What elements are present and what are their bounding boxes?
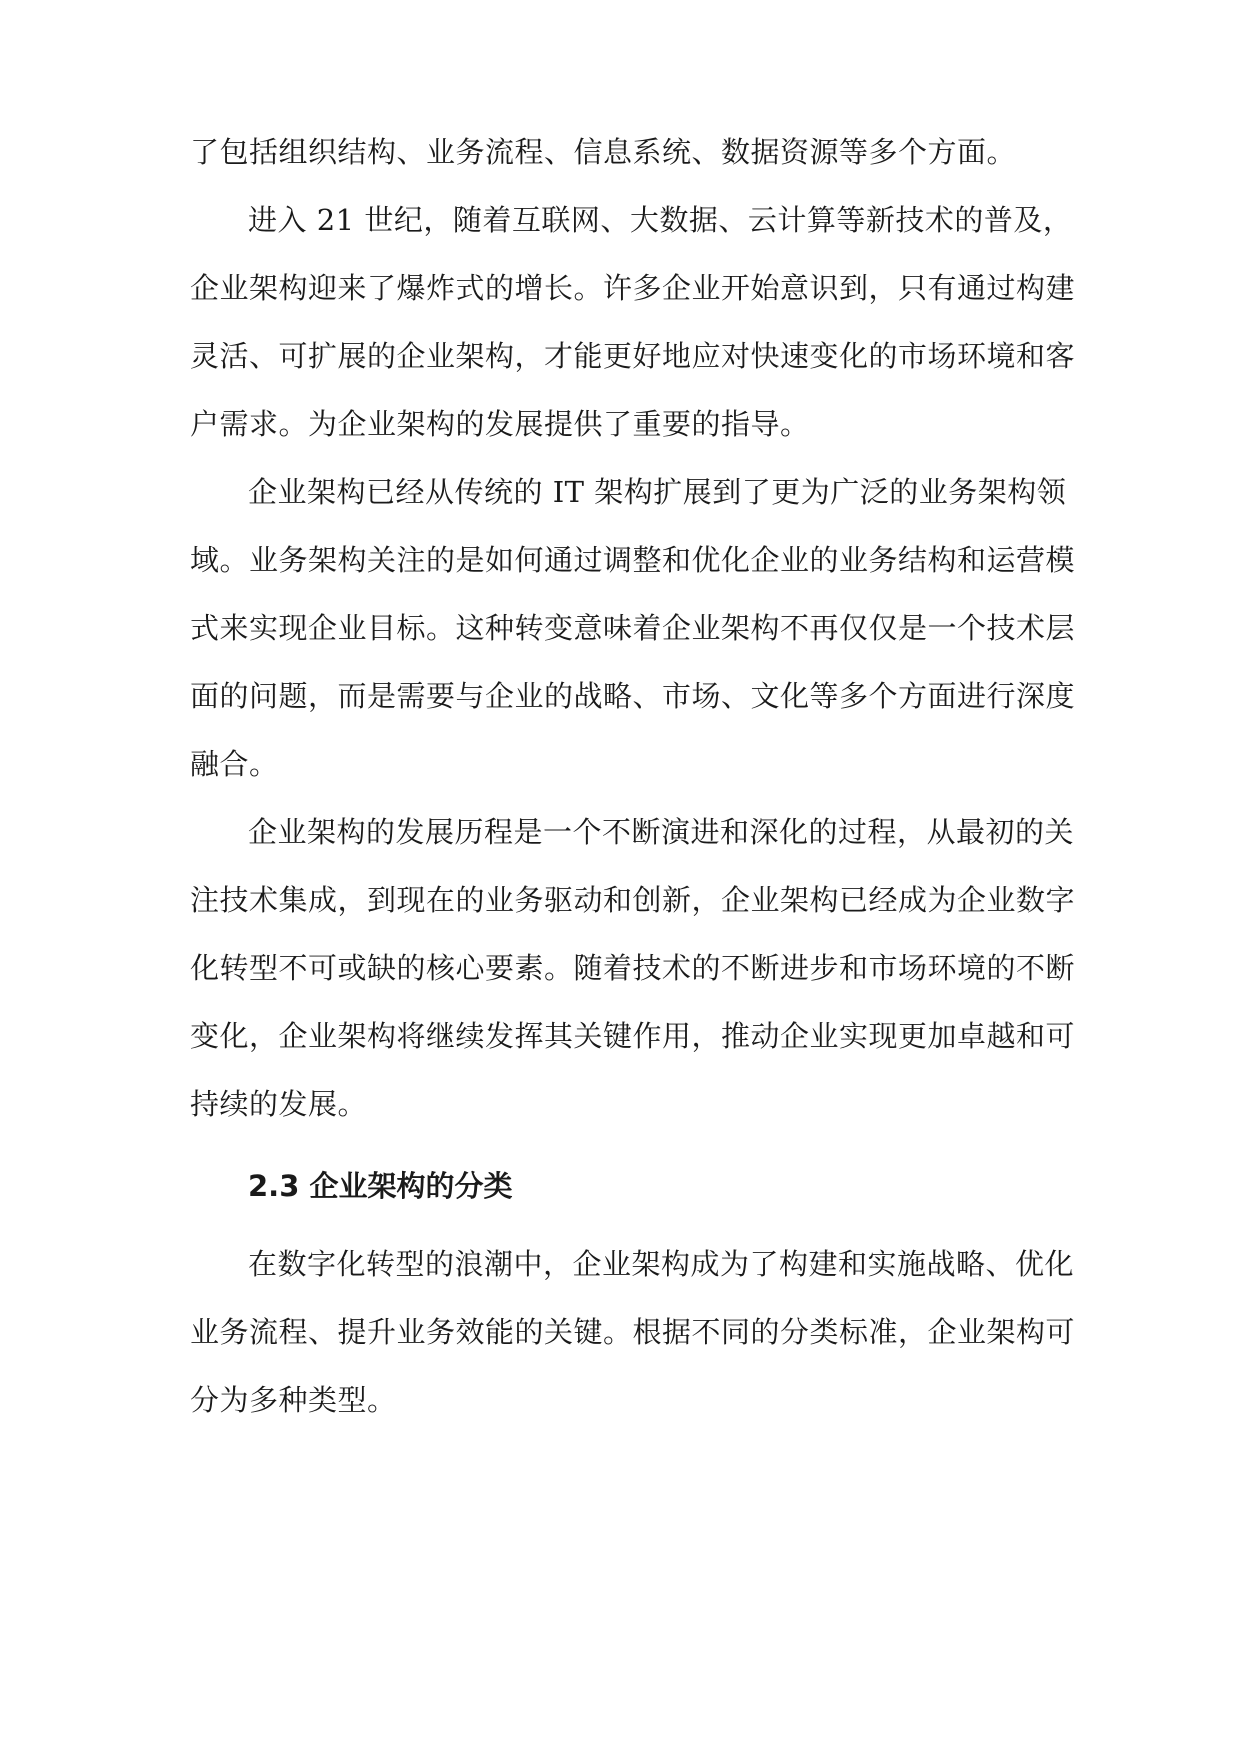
text-line: 融合。 xyxy=(190,747,279,781)
text-line: 化转型不可或缺的核心要素。随着技术的不断进步和市场环境的不断 xyxy=(190,951,1076,985)
text-line: 分为多种类型。 xyxy=(190,1383,397,1417)
text-line: 企业架构迎来了爆炸式的增长。许多企业开始意识到，只有通过构建 xyxy=(190,271,1076,305)
text-line: 进入 21 世纪，随着互联网、大数据、云计算等新技术的普及， xyxy=(248,203,1073,237)
text-line: 户需求。为企业架构的发展提供了重要的指导。 xyxy=(190,407,810,441)
text-line: 在数字化转型的浪潮中，企业架构成为了构建和实施战略、优化 xyxy=(248,1247,1075,1281)
text-line: 域。业务架构关注的是如何通过调整和优化企业的业务结构和运营模 xyxy=(190,543,1076,577)
text-line: 了包括组织结构、业务流程、信息系统、数据资源等多个方面。 xyxy=(190,135,1017,169)
text-line: 变化，企业架构将继续发挥其关键作用，推动企业实现更加卓越和可 xyxy=(190,1019,1076,1053)
text-line: 企业架构已经从传统的 IT 架构扩展到了更为广泛的业务架构领 xyxy=(248,475,1067,509)
text-line: 注技术集成，到现在的业务驱动和创新，企业架构已经成为企业数字 xyxy=(190,883,1076,917)
text-line: 灵活、可扩展的企业架构，才能更好地应对快速变化的市场环境和客 xyxy=(190,339,1076,373)
text-line: 面的问题，而是需要与企业的战略、市场、文化等多个方面进行深度 xyxy=(190,679,1076,713)
text-line: 业务流程、提升业务效能的关键。根据不同的分类标准，企业架构可 xyxy=(190,1315,1076,1349)
text-line: 持续的发展。 xyxy=(190,1087,368,1121)
text-line: 式来实现企业目标。这种转变意味着企业架构不再仅仅是一个技术层 xyxy=(190,611,1076,645)
text-line: 企业架构的发展历程是一个不断演进和深化的过程，从最初的关 xyxy=(248,815,1075,849)
section-heading: 2.3 企业架构的分类 xyxy=(248,1169,513,1203)
